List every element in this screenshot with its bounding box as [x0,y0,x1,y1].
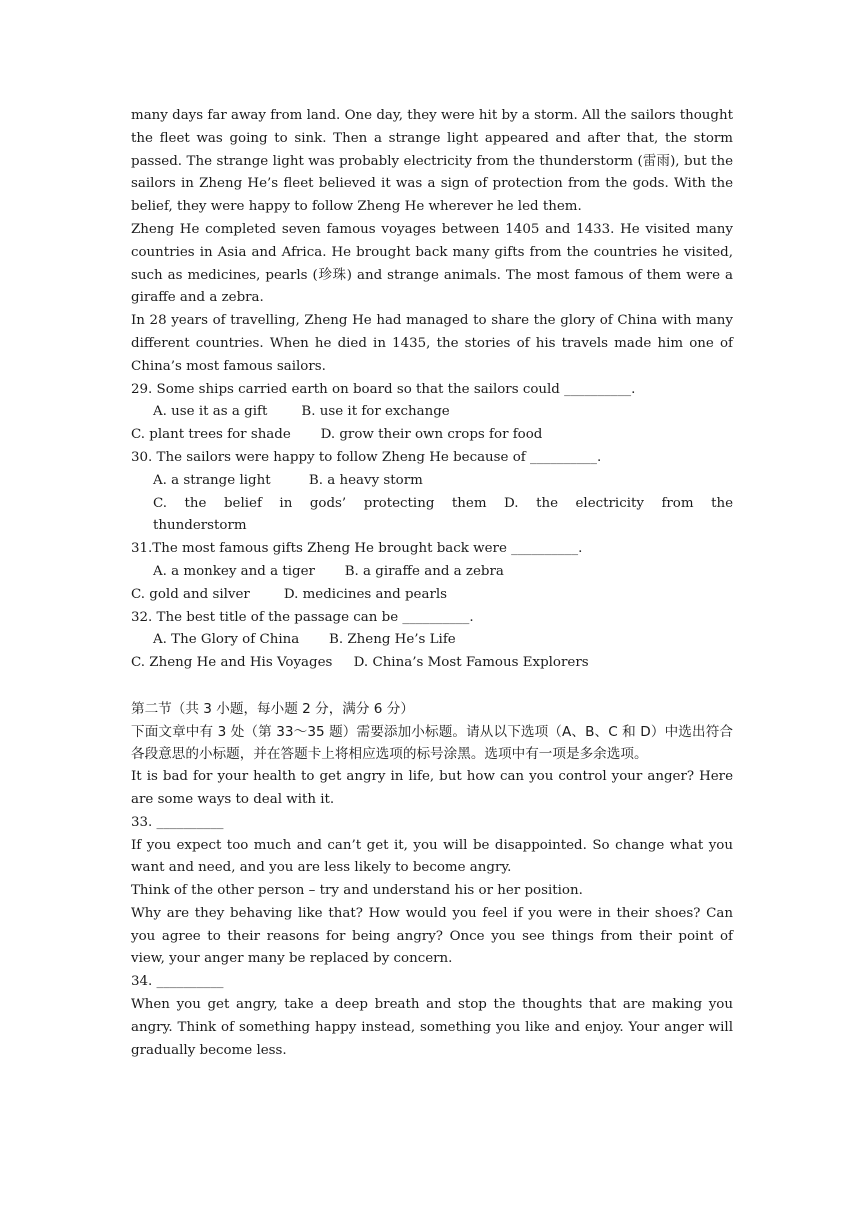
paragraph-33-a: If you expect too much and can’t get it, you will be disappointed. So change what you want and need, and you are less likely to become angry. [131,837,733,876]
question-30-options-ab: A. a strange light B. a heavy storm [153,472,423,488]
passage-paragraph-3: In 28 years of travelling, Zheng He had managed to share the glory of China with many different countries. When he died in 1435, the stories of his travels made him one of China’s most famous sailors. [131,313,733,374]
paragraph-33-b: Think of the other person – try and understand his or her position. [131,883,583,899]
question-34-blank: 34. __________ [131,974,224,990]
question-30-stem: 30. The sailors were happy to follow Zheng He because of __________. [131,449,602,465]
question-33-blank: 33. __________ [131,814,224,830]
question-31-options-ab: A. a monkey and a tiger B. a giraffe and a zebra [153,563,504,579]
passage-paragraph-2: Zheng He completed seven famous voyages between 1405 and 1433. He visited many countries in Asia and Africa. He brought back many gifts from the countries he visited, such as medicines, pearls (珍珠) and strange animals. The most famous of them were a giraffe and a zebra. [131,221,733,306]
question-29-options-ab: A. use it as a gift B. use it for exchange [153,404,450,420]
section-2-heading: 第二节（共 3 小题，每小题 2 分，满分 6 分） [131,700,414,717]
document-page [131,105,733,1062]
paragraph-33-c: Why are they behaving like that? How would you feel if you were in their shoes? Can you agree to their reasons for being angry? Once you see things from their point of view, your anger many be replaced by concern. [131,905,733,967]
question-29-stem: 29. Some ships carried earth on board so that the sailors could __________. [131,381,636,397]
question-32-options-cd: C. Zheng He and His Voyages D. China’s Most Famous Explorers [131,655,589,671]
section-2-instruction: 下面文章中有 3 处（第 33～35 题）需要添加小标题。请从以下选项（A、B、C 和 D）中选出符合各段意思的小标题，并在答题卡上将相应选项的标号涂黑。选项中有一项是多余选项。 [131,723,733,763]
question-32-options-ab: A. The Glory of China B. Zheng He’s Life [153,632,456,648]
question-31-options-cd: C. gold and silver D. medicines and pearls [131,586,448,602]
question-31-stem: 31.The most famous gifts Zheng He brought back were __________. [131,541,583,557]
question-29-options-cd: C. plant trees for shade D. grow their own crops for food [131,427,543,443]
passage-paragraph-1: many days far away from land. One day, they were hit by a storm. All the sailors thought the fleet was going to sink. Then a strange light appeared and after that, the storm passed. The strange light was probably electricity from the thunderstorm (雷雨), but the sailors in Zheng He’s fleet believed it was a sign of protection from the gods. With the belief, they were happy to follow Zheng He wherever he led them. [131,108,733,215]
spacer [131,675,733,698]
question-30-options-cd: C. the belief in gods’ protecting them D. the electricity from the thunderstorm [153,495,733,534]
paragraph-34: When you get angry, take a deep breath and stop the thoughts that are making you angry. Think of something happy instead, something you like and enjoy. Your anger will gradually become less. [131,997,733,1058]
section-2-intro: It is bad for your health to get angry in life, but how can you control your anger? Here are some ways to deal with it. [131,769,733,807]
question-32-stem: 32. The best title of the passage can be __________. [131,609,474,625]
